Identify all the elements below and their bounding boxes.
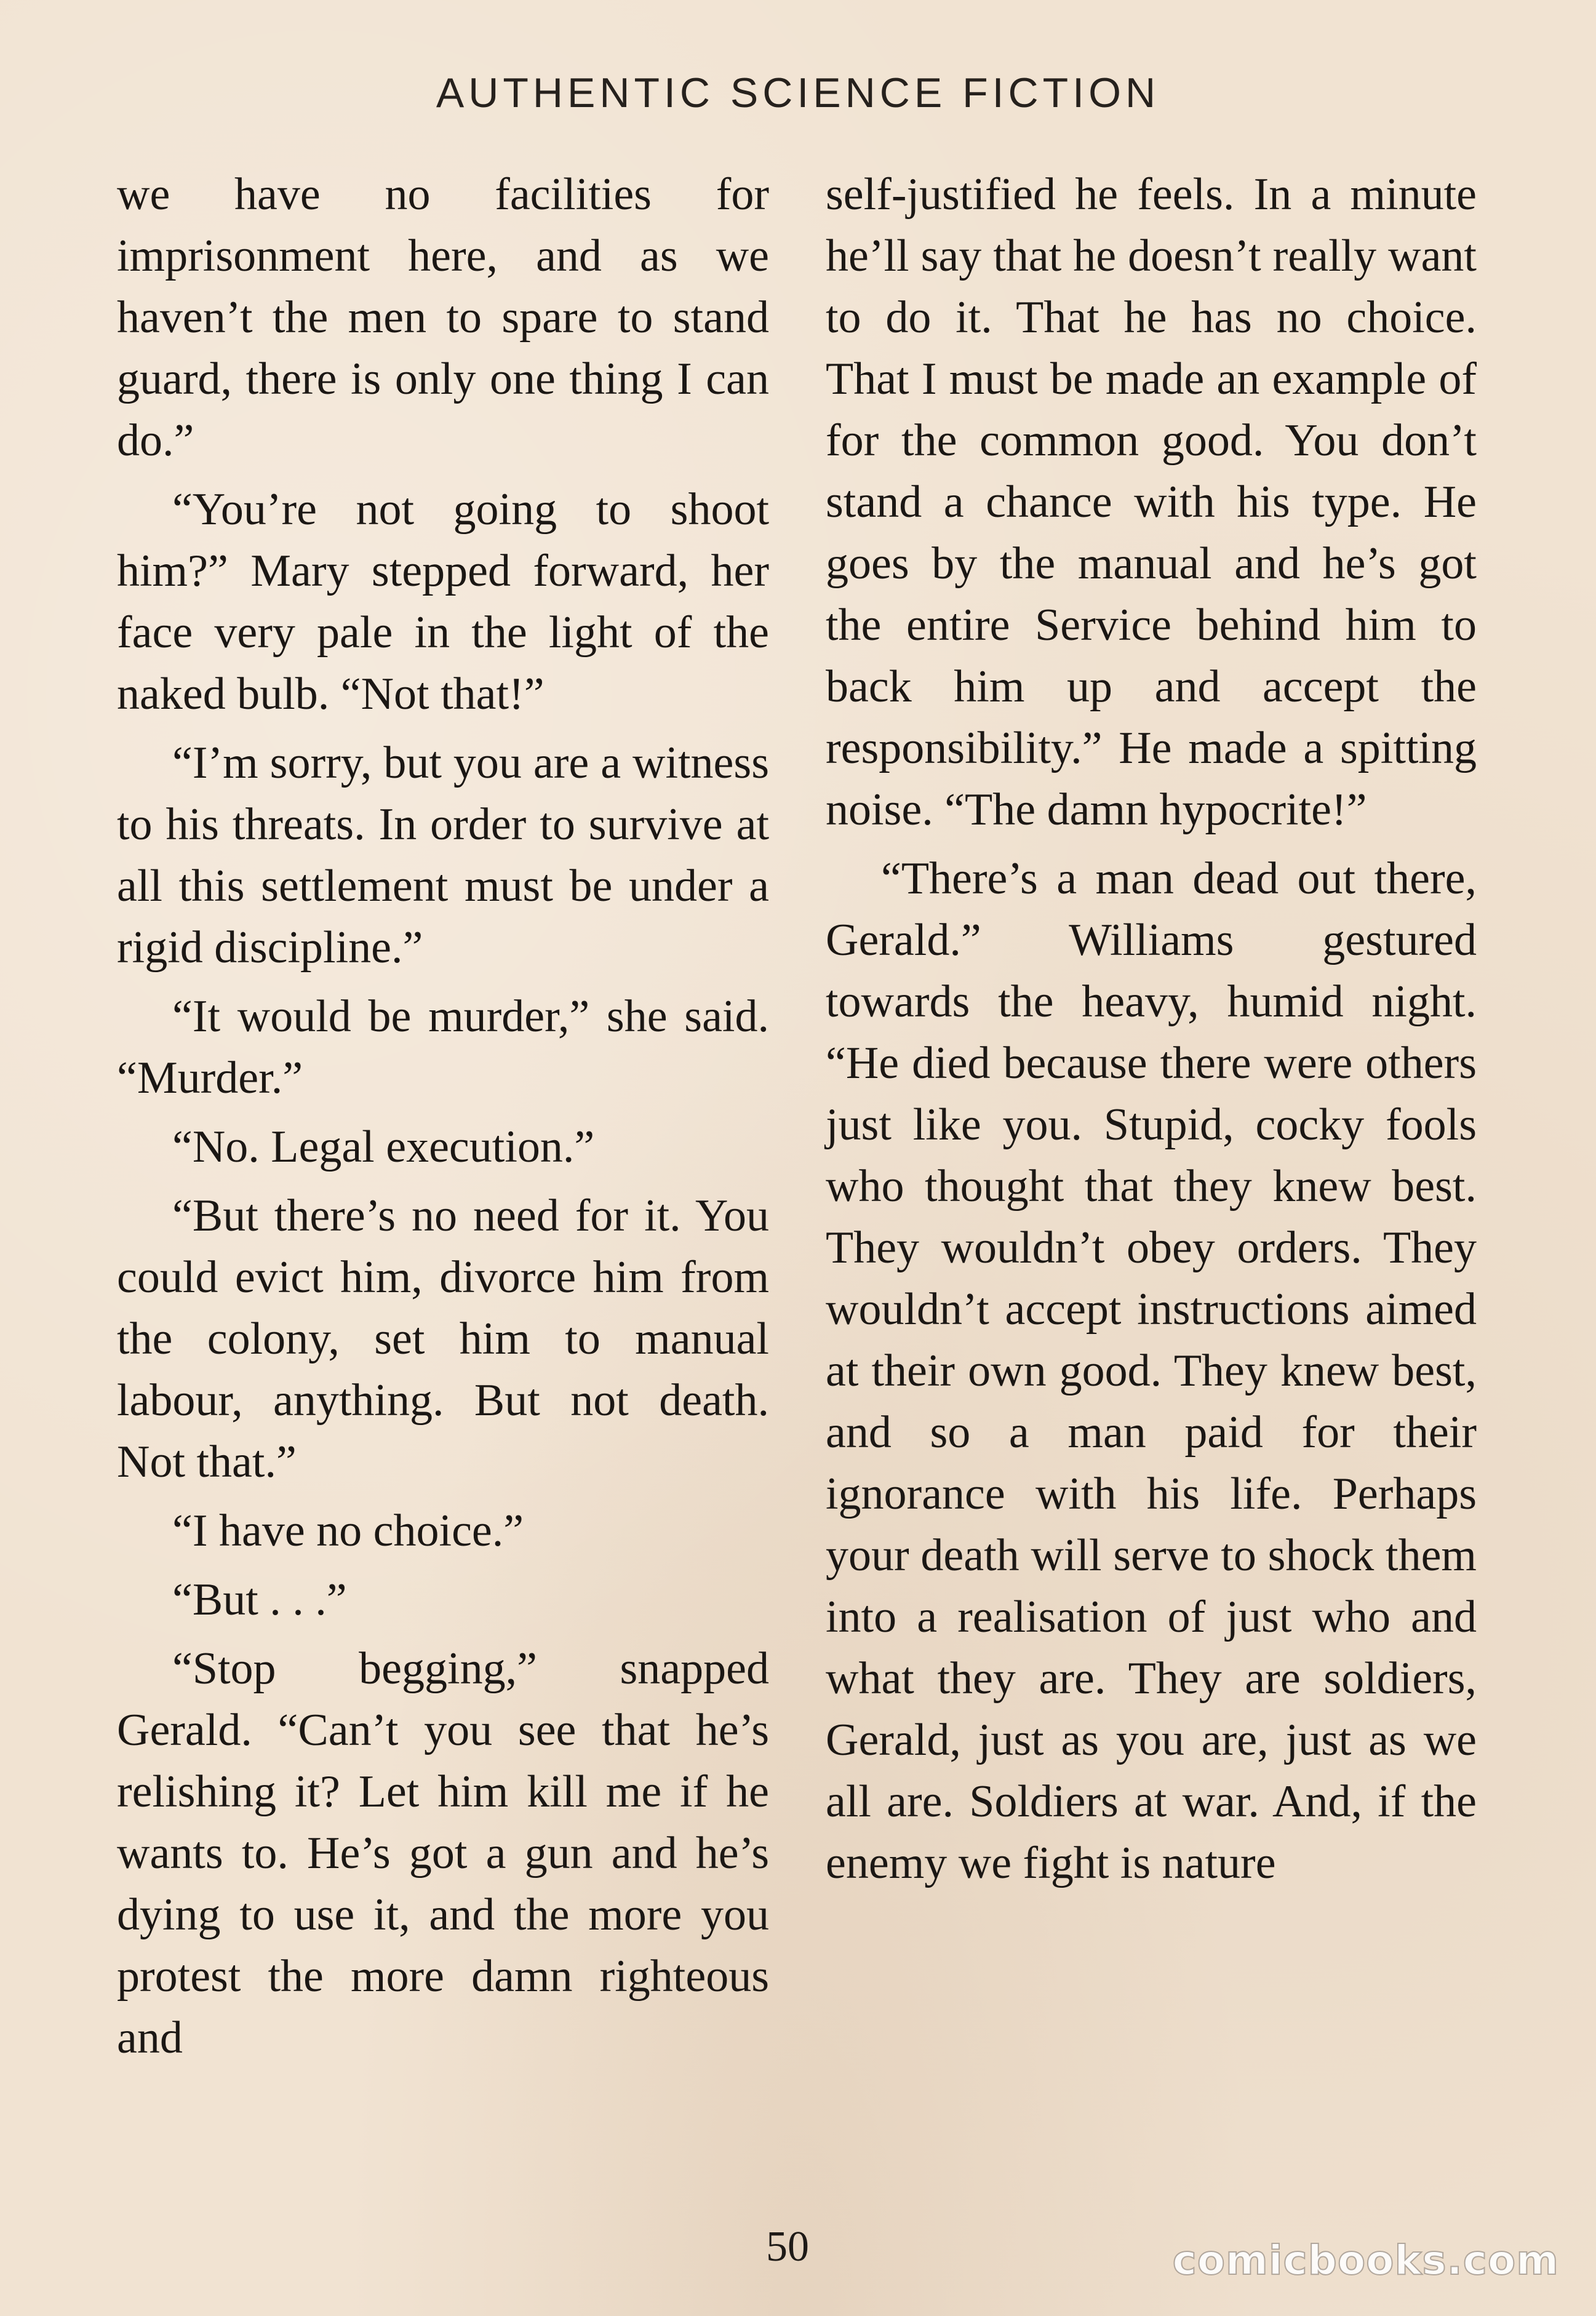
paragraph: “There’s a man dead out there, Gerald.” Williams gestured towards the heavy, humid night. “He died because there were others just like you. Stupid, cocky fools who thought that they knew best. They wouldn’t obey orders. They wouldn’t accept instructions aimed at their own good. They knew best, and so a man paid for their ignorance with his life. Perhaps your death will serve to shock them into a realisation of just who and what they are. They are soldiers, Gerald, just as you are, just as we all are. Soldiers at war. And, if the enemy we fight is nature xyxy=(826,853,1477,1888)
paragraph: “I have no choice.” xyxy=(172,1506,524,1556)
paragraph: “But . . .” xyxy=(172,1575,347,1625)
left-text-column xyxy=(117,164,769,2076)
running-title: AUTHENTIC SCIENCE FICTION xyxy=(436,70,1160,116)
page-number: 50 xyxy=(766,2223,809,2270)
watermark-logo: comicbooks.com xyxy=(1172,2237,1559,2284)
paragraph: self-justified he feels. In a minute he’ll say that he doesn’t really want to do it. That he has no choice. That I must be made an example of for the common good. You don’t stand a chance with his type. He goes by the manual and he’s got the entire Service behind him to back him up and accept the responsibility.” He made a spitting noise. “The damn hypocrite!” xyxy=(826,169,1477,835)
paragraph: “It would be murder,” she said. “Murder.” xyxy=(117,991,769,1103)
paragraph: we have no facilities for imprisonment here, and as we haven’t the men to spare to stand guard, there is only one thing I can do.” xyxy=(117,169,769,466)
right-text-column xyxy=(826,164,1477,1901)
paragraph: “But there’s no need for it. You could evict him, divorce him from the colony, set him to manual labour, anything. But not death. Not that.” xyxy=(117,1191,769,1487)
paragraph: “No. Legal execution.” xyxy=(172,1122,595,1172)
paragraph: “I’m sorry, but you are a witness to his threats. In order to survive at all this settlement must be under a rigid discipline.” xyxy=(117,738,769,973)
paragraph: “Stop begging,” snapped Gerald. “Can’t you see that he’s relishing it? Let him kill me if he wants to. He’s got a gun and he’s dying to use it, and the more you protest the more damn righteous and xyxy=(117,1643,769,2063)
paragraph: “You’re not going to shoot him?” Mary stepped forward, her face very pale in the light of the naked bulb. “Not that!” xyxy=(117,484,769,719)
